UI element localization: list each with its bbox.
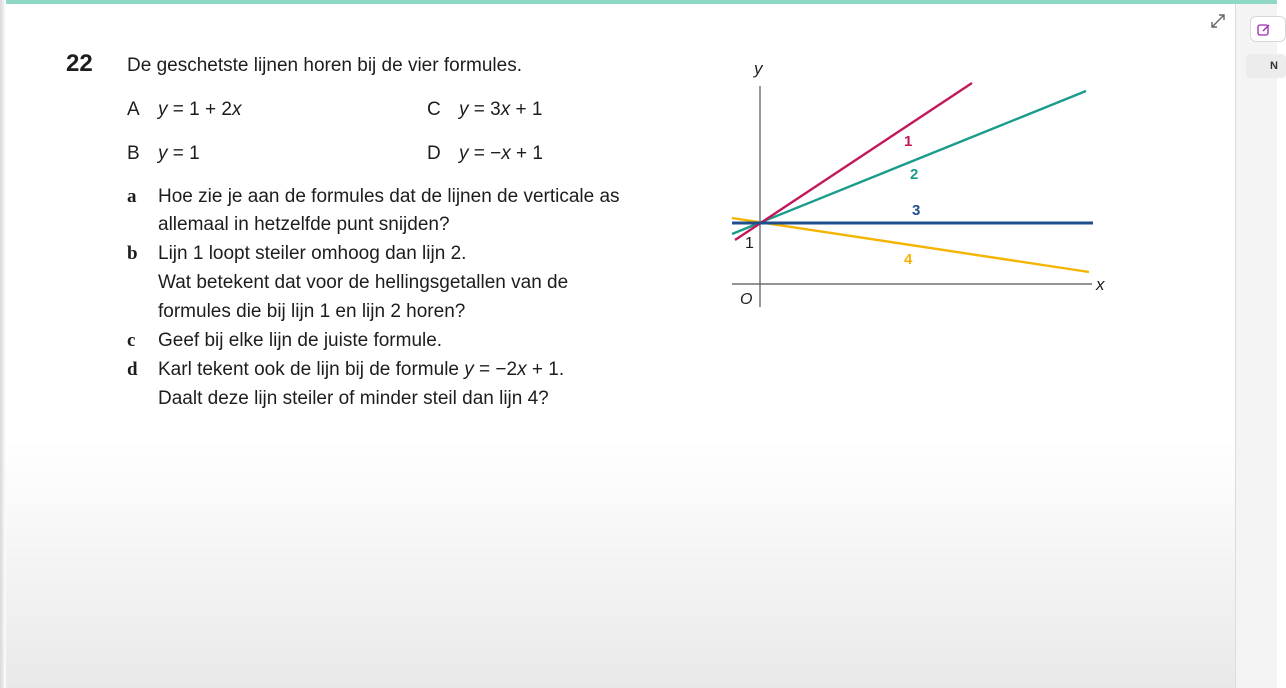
question-number: 22 [66, 50, 93, 77]
part-c-line-1: Geef bij elke lijn de juiste formule. [158, 330, 443, 351]
origin-label: O [740, 291, 753, 308]
y-axis-label: y [754, 59, 763, 78]
formula-expression: y = 1 + 2x [158, 99, 242, 120]
line-2-label: 2 [910, 166, 919, 183]
left-edge-shadow [0, 0, 6, 688]
formula-letter: D [427, 143, 441, 164]
part-a-line-1: Hoe zie je aan de formules dat de lijnen de verticale as [158, 186, 620, 207]
part-d-line-1: Karl tekent ook de lijn bij de formule y = −2x + 1. [158, 359, 565, 380]
formula-letter: C [427, 99, 441, 120]
line-1-label: 1 [904, 133, 913, 150]
edit-button[interactable] [1250, 16, 1286, 42]
part-b-line-1: Lijn 1 loopt steiler omhoog dan lijn 2. [158, 243, 467, 264]
line-3-label: 3 [912, 202, 921, 219]
line-2 [732, 91, 1086, 234]
formula-expression: y = 3x + 1 [459, 99, 543, 120]
part-c-letter: c [127, 330, 136, 351]
formula-letter: B [127, 143, 140, 164]
part-b-line-3: formules die bij lijn 1 en lijn 2 horen? [158, 301, 466, 322]
right-panel [1235, 4, 1277, 688]
line-1 [735, 83, 972, 240]
top-accent-bar [0, 0, 1277, 4]
x-axis-label: x [1096, 275, 1105, 294]
line-graph [724, 52, 1124, 322]
formula-expression: y = −x + 1 [459, 143, 543, 164]
expand-icon[interactable] [1209, 12, 1227, 30]
part-a-letter: a [127, 186, 137, 207]
side-label[interactable]: N [1246, 54, 1286, 78]
part-d-letter: d [127, 359, 138, 380]
part-a-line-2: allemaal in hetzelfde punt snijden? [158, 214, 450, 235]
question-intro: De geschetste lijnen horen bij de vier formules. [127, 55, 522, 76]
edit-icon [1257, 23, 1271, 37]
formula-expression: y = 1 [158, 143, 200, 164]
part-b-letter: b [127, 243, 138, 264]
part-b-line-2: Wat betekent dat voor de hellingsgetallen van de [158, 272, 569, 293]
formula-letter: A [127, 99, 140, 120]
line-4-label: 4 [904, 251, 913, 268]
intercept-label: 1 [745, 235, 754, 252]
part-d-line-2: Daalt deze lijn steiler of minder steil dan lijn 4? [158, 388, 549, 409]
